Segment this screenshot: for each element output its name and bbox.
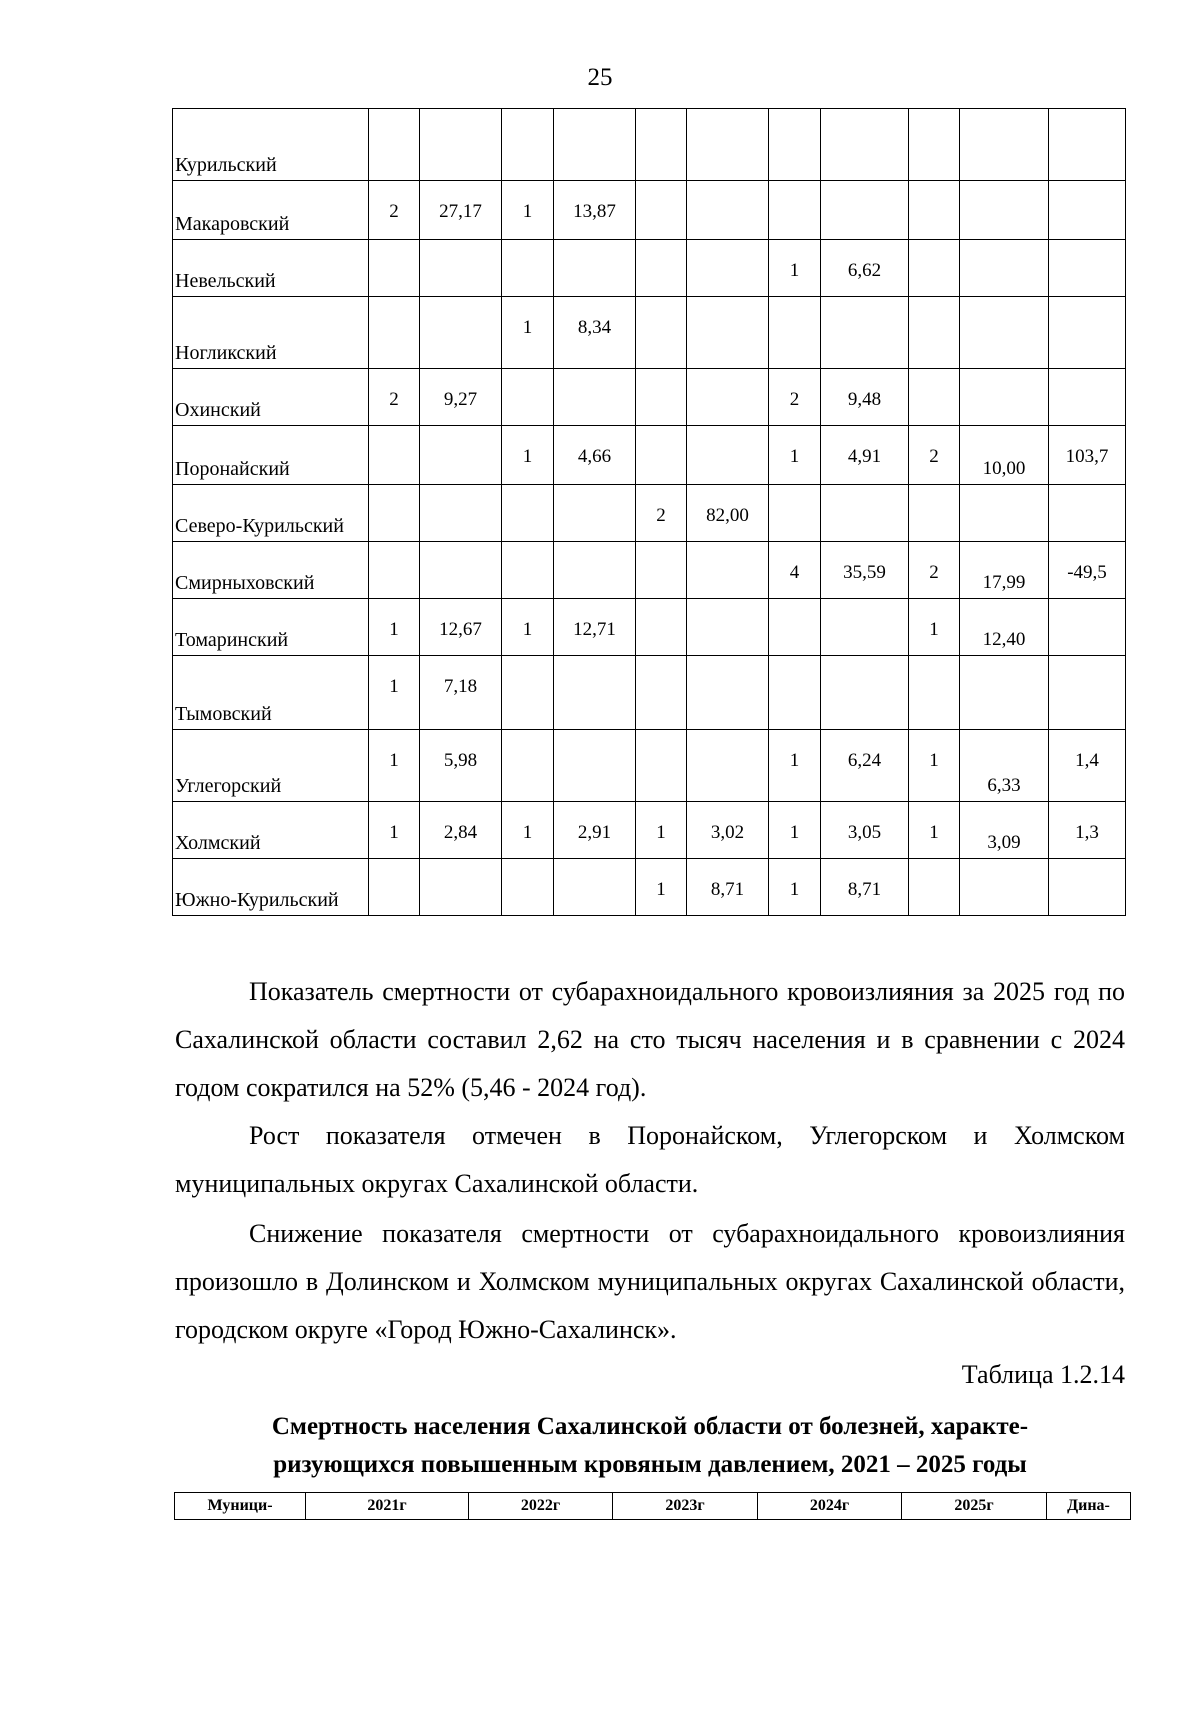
table-cell: [687, 109, 769, 181]
table-cell: [502, 859, 554, 916]
table-cell: [1049, 181, 1126, 240]
table-cell: [554, 485, 636, 542]
table-cell: 8,71: [821, 859, 909, 916]
table-cell: [369, 485, 420, 542]
table-cell: 2,91: [554, 802, 636, 859]
region-name: Холмский: [173, 802, 369, 859]
table-cell: [909, 859, 960, 916]
region-name: Смирныховский: [173, 542, 369, 599]
table-cell: [420, 297, 502, 369]
table-cell: [1049, 109, 1126, 181]
table-cell: 2: [369, 369, 420, 426]
table-cell: 4,66: [554, 426, 636, 485]
header-2022: 2022г: [469, 1493, 613, 1520]
table-cell: 1: [502, 181, 554, 240]
table-cell: 9,48: [821, 369, 909, 426]
table-cell: [502, 656, 554, 730]
table-cell: 13,87: [554, 181, 636, 240]
table-cell: [420, 542, 502, 599]
table-cell: 2: [636, 485, 687, 542]
table-cell: [554, 542, 636, 599]
table-cell: [909, 485, 960, 542]
table-cell: 1: [636, 802, 687, 859]
region-name: Томаринский: [173, 599, 369, 656]
table-cell: [960, 240, 1049, 297]
table-caption: Таблица 1.2.14: [961, 1360, 1125, 1389]
table-cell: 6,33: [960, 730, 1049, 802]
table-cell: 27,17: [420, 181, 502, 240]
table-cell: [960, 656, 1049, 730]
header-row: [175, 1493, 1131, 1520]
table-cell: 2: [909, 426, 960, 485]
table-cell: 1: [769, 730, 821, 802]
table-cell: [502, 730, 554, 802]
table-cell: 2,84: [420, 802, 502, 859]
table-cell: 82,00: [687, 485, 769, 542]
mortality-table-continuation: [172, 108, 1126, 916]
table-cell: [636, 109, 687, 181]
table-cell: [554, 109, 636, 181]
table-cell: [960, 181, 1049, 240]
table-cell: [769, 181, 821, 240]
table-cell: [960, 109, 1049, 181]
table-cell: 1: [769, 426, 821, 485]
table-cell: 3,02: [687, 802, 769, 859]
table-cell: [502, 485, 554, 542]
table-cell: [420, 859, 502, 916]
table-cell: 1: [369, 730, 420, 802]
table-title: [175, 1408, 1125, 1484]
region-name: Поронайский: [173, 426, 369, 485]
table-cell: [687, 656, 769, 730]
table-cell: [960, 369, 1049, 426]
table-cell: 3,05: [821, 802, 909, 859]
table-cell: 1: [909, 730, 960, 802]
table-cell: 1,3: [1049, 802, 1126, 859]
table-cell: 12,40: [960, 599, 1049, 656]
table-title-line-2: ризующихся повышенным кровяным давлением, 2021 – 2025 годы: [273, 1451, 1027, 1478]
table-cell: [909, 297, 960, 369]
region-name: Тымовский: [173, 656, 369, 730]
table-cell: [502, 240, 554, 297]
table-cell: 1: [909, 599, 960, 656]
table-cell: [502, 109, 554, 181]
table-cell: [1049, 369, 1126, 426]
table-cell: [1049, 599, 1126, 656]
region-name: Охинский: [173, 369, 369, 426]
table-cell: [687, 730, 769, 802]
paragraph-decrease: Снижение показателя смертности от субарахноидального кровоизлияния произошло в Долинском и Холмском муниципальных округах Сахалинской области, городском округе «Город Южно-Сахалинск».: [175, 1219, 1125, 1344]
table-row: [173, 426, 1126, 485]
table-cell: [369, 426, 420, 485]
table-cell: [687, 297, 769, 369]
table-cell: [687, 369, 769, 426]
table-cell: [769, 485, 821, 542]
table-cell: [909, 656, 960, 730]
table-cell: [1049, 485, 1126, 542]
table-cell: [636, 542, 687, 599]
table-cell: 35,59: [821, 542, 909, 599]
table-cell: [909, 369, 960, 426]
table-cell: 1,4: [1049, 730, 1126, 802]
table-cell: [687, 181, 769, 240]
table-cell: 1: [369, 802, 420, 859]
region-name: Ногликский: [173, 297, 369, 369]
table-cell: [909, 181, 960, 240]
table-cell: 1: [502, 802, 554, 859]
table-cell: [687, 542, 769, 599]
table-cell: 1: [636, 859, 687, 916]
table-cell: [636, 369, 687, 426]
table-cell: [960, 485, 1049, 542]
table-cell: [687, 426, 769, 485]
region-name: Невельский: [173, 240, 369, 297]
table-cell: [369, 240, 420, 297]
table-cell: [769, 599, 821, 656]
table-title-line-1: Смертность населения Сахалинской области от болезней, характе-: [271, 1413, 1029, 1440]
table-cell: [369, 297, 420, 369]
header-2025: 2025г: [902, 1493, 1047, 1520]
region-name: Северо-Курильский: [173, 485, 369, 542]
table-cell: 2: [909, 542, 960, 599]
table-cell: 12,71: [554, 599, 636, 656]
table-cell: 1: [369, 656, 420, 730]
table-row: [173, 802, 1126, 859]
table-cell: [369, 542, 420, 599]
table-cell: [502, 369, 554, 426]
table-cell: 8,71: [687, 859, 769, 916]
table-cell: 1: [502, 599, 554, 656]
table-cell: 8,34: [554, 297, 636, 369]
table-cell: 1: [769, 859, 821, 916]
table-cell: 2: [369, 181, 420, 240]
table-cell: [636, 297, 687, 369]
table-cell: [636, 181, 687, 240]
table-cell: [554, 240, 636, 297]
table-cell: [687, 599, 769, 656]
table-cell: [636, 240, 687, 297]
table-cell: [909, 109, 960, 181]
page-number: 25: [587, 64, 613, 91]
table-cell: [687, 240, 769, 297]
table-row: [173, 485, 1126, 542]
table-row: [173, 859, 1126, 916]
table-row: [173, 181, 1126, 240]
table-row: [173, 109, 1126, 181]
region-name: Макаровский: [173, 181, 369, 240]
table-cell: 1: [769, 802, 821, 859]
table-cell: [821, 181, 909, 240]
table-cell: 7,18: [420, 656, 502, 730]
table-cell: 3,09: [960, 802, 1049, 859]
header-2023: 2023г: [613, 1493, 758, 1520]
table-cell: 1: [769, 240, 821, 297]
table-cell: [821, 599, 909, 656]
header-2024: 2024г: [758, 1493, 902, 1520]
header-municipality: Муници-: [175, 1493, 306, 1520]
table-cell: [420, 426, 502, 485]
table-cell: 2: [769, 369, 821, 426]
table-cell: 6,62: [821, 240, 909, 297]
table-cell: [821, 656, 909, 730]
table-cell: [636, 730, 687, 802]
table-cell: [909, 240, 960, 297]
next-table-header: [174, 1492, 1131, 1520]
table-cell: [1049, 656, 1126, 730]
table-cell: 103,7: [1049, 426, 1126, 485]
table-cell: 6,24: [821, 730, 909, 802]
table-row: [173, 656, 1126, 730]
table-cell: [821, 297, 909, 369]
region-name: Углегорский: [173, 730, 369, 802]
table-row: [173, 297, 1126, 369]
table-row: [173, 730, 1126, 802]
table-row: [173, 599, 1126, 656]
table-cell: [960, 859, 1049, 916]
table-cell: 5,98: [420, 730, 502, 802]
table-cell: [420, 240, 502, 297]
table-cell: [369, 859, 420, 916]
table-cell: [636, 426, 687, 485]
table-cell: [769, 297, 821, 369]
table-cell: [554, 369, 636, 426]
table-cell: [554, 859, 636, 916]
paragraph-increase: Рост показателя отмечен в Поронайском, Углегорском и Холмском муниципальных округах Сахалинской области.: [175, 1121, 1125, 1198]
table-cell: [821, 485, 909, 542]
table-row: [173, 240, 1126, 297]
table-cell: [960, 297, 1049, 369]
header-dynamics: Дина-: [1047, 1493, 1131, 1520]
table-cell: 4: [769, 542, 821, 599]
table-cell: 12,67: [420, 599, 502, 656]
table-cell: 1: [369, 599, 420, 656]
table-cell: [769, 656, 821, 730]
table-cell: [636, 656, 687, 730]
table-cell: [1049, 859, 1126, 916]
table-cell: [420, 485, 502, 542]
region-name: Южно-Курильский: [173, 859, 369, 916]
header-2021: 2021г: [306, 1493, 469, 1520]
table-cell: [769, 109, 821, 181]
table-cell: [502, 542, 554, 599]
table-cell: 1: [502, 426, 554, 485]
table-cell: [420, 109, 502, 181]
table-cell: [821, 109, 909, 181]
table-cell: 4,91: [821, 426, 909, 485]
region-name: Курильский: [173, 109, 369, 181]
table-cell: 1: [909, 802, 960, 859]
paragraph-sah-rate: Показатель смертности от субарахноидального кровоизлияния за 2025 год по Сахалинской области составил 2,62 на сто тысяч населения и в сравнении с 2024 годом сократился на 52% (5,46 - 2024 год).: [175, 977, 1125, 1102]
table-row: [173, 542, 1126, 599]
table-cell: [1049, 240, 1126, 297]
table-cell: [554, 656, 636, 730]
table-cell: [1049, 297, 1126, 369]
table-cell: 1: [502, 297, 554, 369]
table-cell: [636, 599, 687, 656]
table-cell: 9,27: [420, 369, 502, 426]
table-cell: -49,5: [1049, 542, 1126, 599]
table-row: [173, 369, 1126, 426]
table-cell: 17,99: [960, 542, 1049, 599]
table-cell: [369, 109, 420, 181]
table-cell: 10,00: [960, 426, 1049, 485]
table-cell: [554, 730, 636, 802]
